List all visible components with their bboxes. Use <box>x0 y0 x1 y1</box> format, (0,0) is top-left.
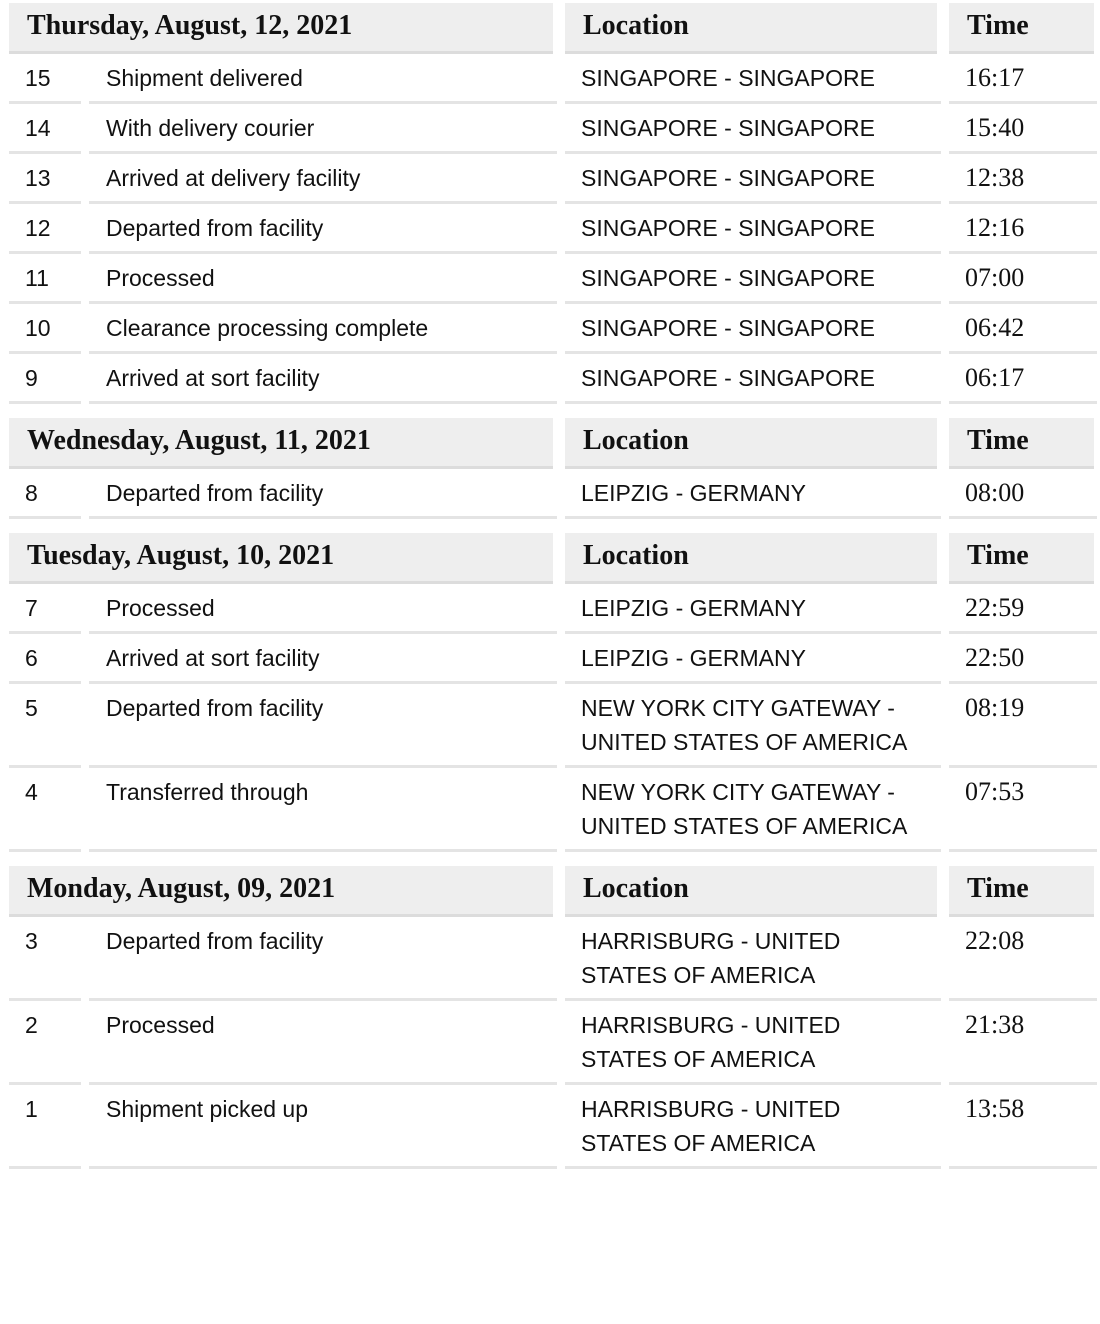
day-group <box>9 418 1097 519</box>
event-description: Shipment delivered <box>89 54 557 104</box>
event-location: SINGAPORE - SINGAPORE <box>565 304 941 354</box>
event-time: 22:59 <box>949 584 1097 634</box>
event-number: 1 <box>9 1085 81 1169</box>
event-description: Transferred through <box>89 768 557 852</box>
location-column-header: Location <box>565 866 937 917</box>
time-column-header: Time <box>949 533 1094 584</box>
event-number: 12 <box>9 204 81 254</box>
location-column-header: Location <box>565 533 937 584</box>
event-description: Departed from facility <box>89 917 557 1001</box>
event-number: 13 <box>9 154 81 204</box>
event-location: NEW YORK CITY GATEWAY - UNITED STATES OF AMERICA <box>565 684 941 768</box>
tracking-event-row <box>9 304 1097 354</box>
day-header-row <box>9 866 1097 917</box>
day-group <box>9 533 1097 852</box>
event-number: 7 <box>9 584 81 634</box>
tracking-event-row <box>9 768 1097 852</box>
event-description: Departed from facility <box>89 684 557 768</box>
event-description: Arrived at delivery facility <box>89 154 557 204</box>
event-time: 08:00 <box>949 469 1097 519</box>
day-date-heading: Thursday, August, 12, 2021 <box>9 3 553 54</box>
tracking-event-row <box>9 684 1097 768</box>
time-column-header: Time <box>949 3 1094 54</box>
event-description: Departed from facility <box>89 204 557 254</box>
event-location: LEIPZIG - GERMANY <box>565 469 941 519</box>
event-time: 06:42 <box>949 304 1097 354</box>
event-location: LEIPZIG - GERMANY <box>565 584 941 634</box>
event-location: NEW YORK CITY GATEWAY - UNITED STATES OF AMERICA <box>565 768 941 852</box>
event-time: 15:40 <box>949 104 1097 154</box>
time-column-header: Time <box>949 418 1094 469</box>
event-time: 12:16 <box>949 204 1097 254</box>
event-time: 07:00 <box>949 254 1097 304</box>
event-description: Processed <box>89 1001 557 1085</box>
event-description: Processed <box>89 254 557 304</box>
event-number: 11 <box>9 254 81 304</box>
event-time: 22:50 <box>949 634 1097 684</box>
event-location: LEIPZIG - GERMANY <box>565 634 941 684</box>
day-date-heading: Wednesday, August, 11, 2021 <box>9 418 553 469</box>
event-number: 10 <box>9 304 81 354</box>
event-time: 16:17 <box>949 54 1097 104</box>
tracking-event-row <box>9 1085 1097 1169</box>
event-time: 07:53 <box>949 768 1097 852</box>
tracking-event-row <box>9 254 1097 304</box>
event-location: SINGAPORE - SINGAPORE <box>565 154 941 204</box>
day-header-row <box>9 533 1097 584</box>
event-number: 9 <box>9 354 81 404</box>
event-time: 22:08 <box>949 917 1097 1001</box>
shipment-tracking-table <box>9 3 1097 1183</box>
event-description: Shipment picked up <box>89 1085 557 1169</box>
tracking-event-row <box>9 154 1097 204</box>
event-description: Arrived at sort facility <box>89 634 557 684</box>
event-time: 21:38 <box>949 1001 1097 1085</box>
tracking-event-row <box>9 584 1097 634</box>
event-time: 13:58 <box>949 1085 1097 1169</box>
tracking-event-row <box>9 354 1097 404</box>
location-column-header: Location <box>565 418 937 469</box>
time-column-header: Time <box>949 866 1094 917</box>
event-description: With delivery courier <box>89 104 557 154</box>
event-description: Clearance processing complete <box>89 304 557 354</box>
tracking-event-row <box>9 469 1097 519</box>
event-location: SINGAPORE - SINGAPORE <box>565 54 941 104</box>
event-location: HARRISBURG - UNITED STATES OF AMERICA <box>565 1001 941 1085</box>
event-description: Departed from facility <box>89 469 557 519</box>
event-time: 12:38 <box>949 154 1097 204</box>
event-location: SINGAPORE - SINGAPORE <box>565 104 941 154</box>
tracking-event-row <box>9 54 1097 104</box>
tracking-event-row <box>9 104 1097 154</box>
tracking-event-row <box>9 634 1097 684</box>
event-number: 3 <box>9 917 81 1001</box>
event-number: 14 <box>9 104 81 154</box>
event-description: Arrived at sort facility <box>89 354 557 404</box>
day-group <box>9 3 1097 404</box>
tracking-event-row <box>9 917 1097 1001</box>
event-number: 8 <box>9 469 81 519</box>
event-location: SINGAPORE - SINGAPORE <box>565 254 941 304</box>
day-date-heading: Tuesday, August, 10, 2021 <box>9 533 553 584</box>
event-number: 15 <box>9 54 81 104</box>
event-description: Processed <box>89 584 557 634</box>
event-time: 08:19 <box>949 684 1097 768</box>
event-location: SINGAPORE - SINGAPORE <box>565 354 941 404</box>
event-time: 06:17 <box>949 354 1097 404</box>
tracking-event-row <box>9 204 1097 254</box>
day-header-row <box>9 418 1097 469</box>
location-column-header: Location <box>565 3 937 54</box>
tracking-event-row <box>9 1001 1097 1085</box>
event-location: HARRISBURG - UNITED STATES OF AMERICA <box>565 1085 941 1169</box>
event-location: HARRISBURG - UNITED STATES OF AMERICA <box>565 917 941 1001</box>
day-date-heading: Monday, August, 09, 2021 <box>9 866 553 917</box>
day-header-row <box>9 3 1097 54</box>
day-group <box>9 866 1097 1169</box>
event-number: 2 <box>9 1001 81 1085</box>
event-number: 4 <box>9 768 81 852</box>
event-location: SINGAPORE - SINGAPORE <box>565 204 941 254</box>
event-number: 6 <box>9 634 81 684</box>
event-number: 5 <box>9 684 81 768</box>
